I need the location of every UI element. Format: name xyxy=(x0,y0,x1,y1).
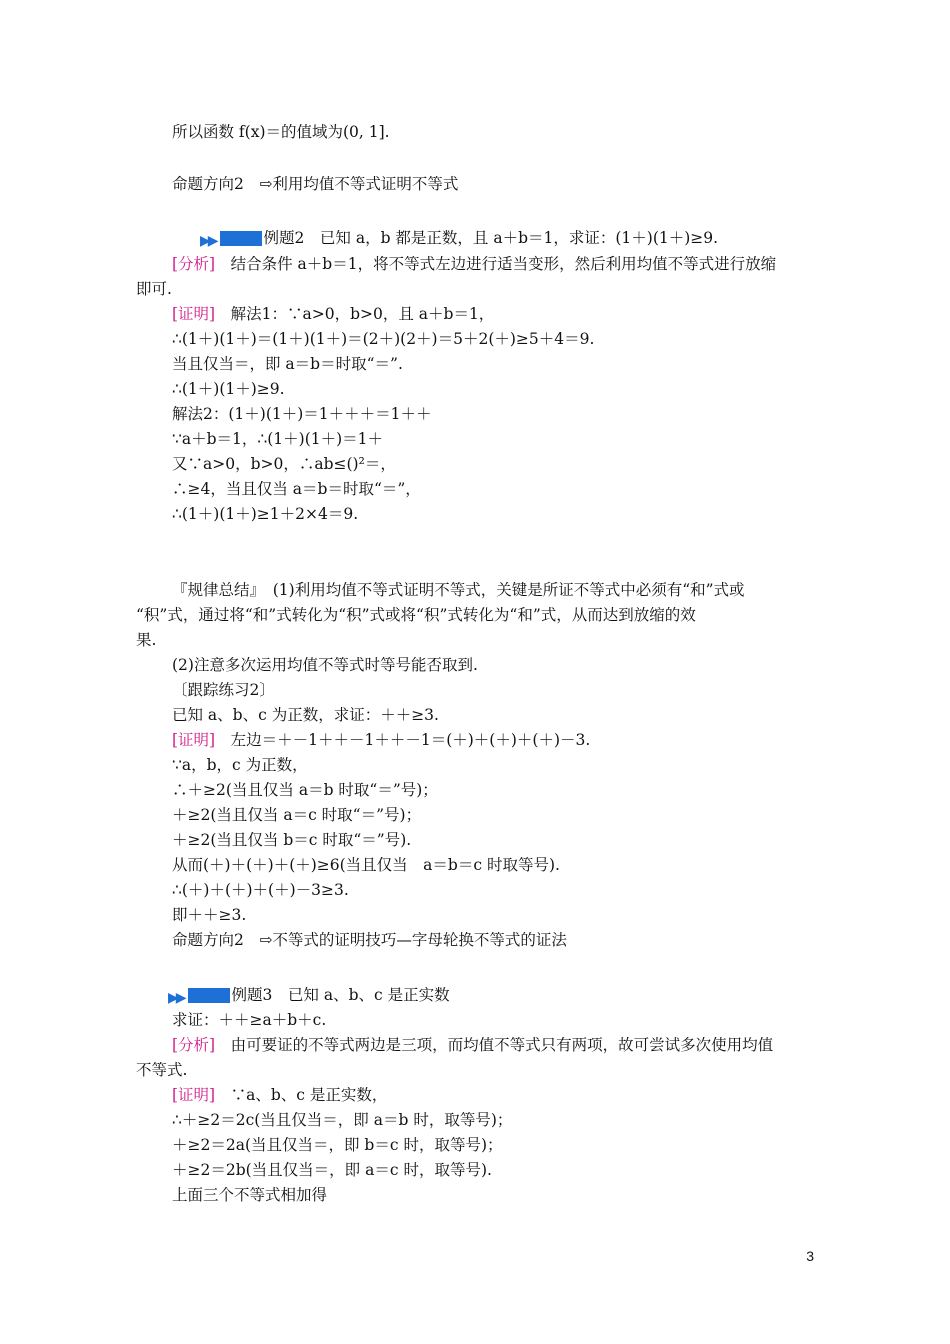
text-line: ＋≥2＝2a(当且仅当＝，即 b＝c 时，取等号)； xyxy=(172,1136,503,1154)
proof-text: 左边＝＋－1＋＋－1＋＋－1＝(＋)＋(＋)＋(＋)－3. xyxy=(230,731,591,749)
text-line: ∴(＋)＋(＋)＋(＋)－3≥3. xyxy=(172,881,349,899)
text-line: ∴(1＋)(1＋)＝(1＋)(1＋)＝(2＋)(2＋)＝5＋2(＋)≥5＋4＝9. xyxy=(172,330,595,348)
text-line: ＋≥2(当且仅当 a＝c 时取“＝”号)； xyxy=(172,806,422,824)
page-number: 3 xyxy=(806,1248,814,1264)
exercise-heading: 〔跟踪练习2〕 xyxy=(172,681,275,699)
summary-line: 果. xyxy=(136,631,157,649)
proof-tag: [证明] xyxy=(172,305,216,323)
text-line: ∴(1＋)(1＋)≥9. xyxy=(172,380,285,398)
text-line: 当且仅当＝，即 a＝b＝时取“＝”. xyxy=(172,355,403,373)
analysis-text: 由可要证的不等式两边是三项，而均值不等式只有两项，故可尝试多次使用均值 xyxy=(230,1036,774,1054)
text-line: 从而(＋)＋(＋)＋(＋)≥6(当且仅当 a＝b＝c 时取等号). xyxy=(172,856,560,874)
text-line: 不等式. xyxy=(136,1061,188,1079)
analysis-tag: [分析] xyxy=(172,1036,216,1054)
text-line xyxy=(172,1033,816,1057)
example-line xyxy=(168,983,816,1010)
example-badge-icon: ▶▶ xyxy=(168,985,230,1010)
text-line: 即可. xyxy=(136,280,172,298)
text-line: 上面三个不等式相加得 xyxy=(172,1186,328,1204)
text-line: 求证：＋＋≥a＋b＋c. xyxy=(172,1011,327,1029)
proof-tag: [证明] xyxy=(172,1086,216,1104)
summary-line: 『规律总结』 (1)利用均值不等式证明不等式，关键是所证不等式中必须有“和”式或 xyxy=(172,581,745,599)
example-badge-icon: ▶▶ xyxy=(200,228,262,253)
analysis-text: 结合条件 a＋b＝1，将不等式左边进行适当变形，然后利用均值不等式进行放缩 xyxy=(230,255,777,273)
text-line: ∴＋≥2＝2c(当且仅当＝，即 a＝b 时，取等号)； xyxy=(172,1111,513,1129)
proof-text: ∵a、b、c 是正实数， xyxy=(230,1086,388,1104)
text-line: 解法2：(1＋)(1＋)＝1＋＋＋＝1＋＋ xyxy=(172,405,432,423)
example-line xyxy=(200,226,816,253)
text-line xyxy=(172,252,816,276)
summary-line: “积”式，通过将“和”式转化为“积”式或将“积”式转化为“和”式，从而达到放缩的效 xyxy=(136,606,696,624)
section-heading: 命题方向2 ⇨利用均值不等式证明不等式 xyxy=(172,175,459,193)
text-line: 所以函数 f(x)＝的值域为(0, 1]. xyxy=(172,123,390,141)
text-line xyxy=(172,1083,816,1107)
text-line: ∴≥4，当且仅当 a＝b＝时取“＝”， xyxy=(172,480,421,498)
text-line: ＋≥2(当且仅当 b＝c 时取“＝”号). xyxy=(172,831,412,849)
text-line xyxy=(172,728,816,752)
text-line: ＋≥2＝2b(当且仅当＝，即 a＝c 时，取等号). xyxy=(172,1161,492,1179)
analysis-tag: [分析] xyxy=(172,255,216,273)
text-line: ∵a＋b＝1，∴(1＋)(1＋)＝1＋ xyxy=(172,430,384,448)
text-line xyxy=(172,302,816,326)
text-line: (2)注意多次运用均值不等式时等号能否取到. xyxy=(172,656,478,674)
example-text: 例题2 已知 a，b 都是正数，且 a＋b＝1，求证：(1＋)(1＋)≥9. xyxy=(263,229,719,247)
text-line: 又∵a>0，b>0，∴ab≤()²＝， xyxy=(172,455,396,473)
text-line: ∴(1＋)(1＋)≥1＋2×4＝9. xyxy=(172,505,359,523)
proof-text: 解法1：∵a>0，b>0，且 a＋b＝1， xyxy=(230,305,495,323)
text-line: ∵a，b，c 为正数， xyxy=(172,756,308,774)
example-text: 例题3 已知 a、b、c 是正实数 xyxy=(231,986,450,1004)
proof-tag: [证明] xyxy=(172,731,216,749)
section-heading: 命题方向2 ⇨不等式的证明技巧—字母轮换不等式的证法 xyxy=(172,931,567,949)
text-line: 已知 a、b、c 为正数，求证：＋＋≥3. xyxy=(172,706,439,724)
text-line: ∴＋≥2(当且仅当 a＝b 时取“＝”号)； xyxy=(172,781,438,799)
text-line: 即＋＋≥3. xyxy=(172,906,247,924)
